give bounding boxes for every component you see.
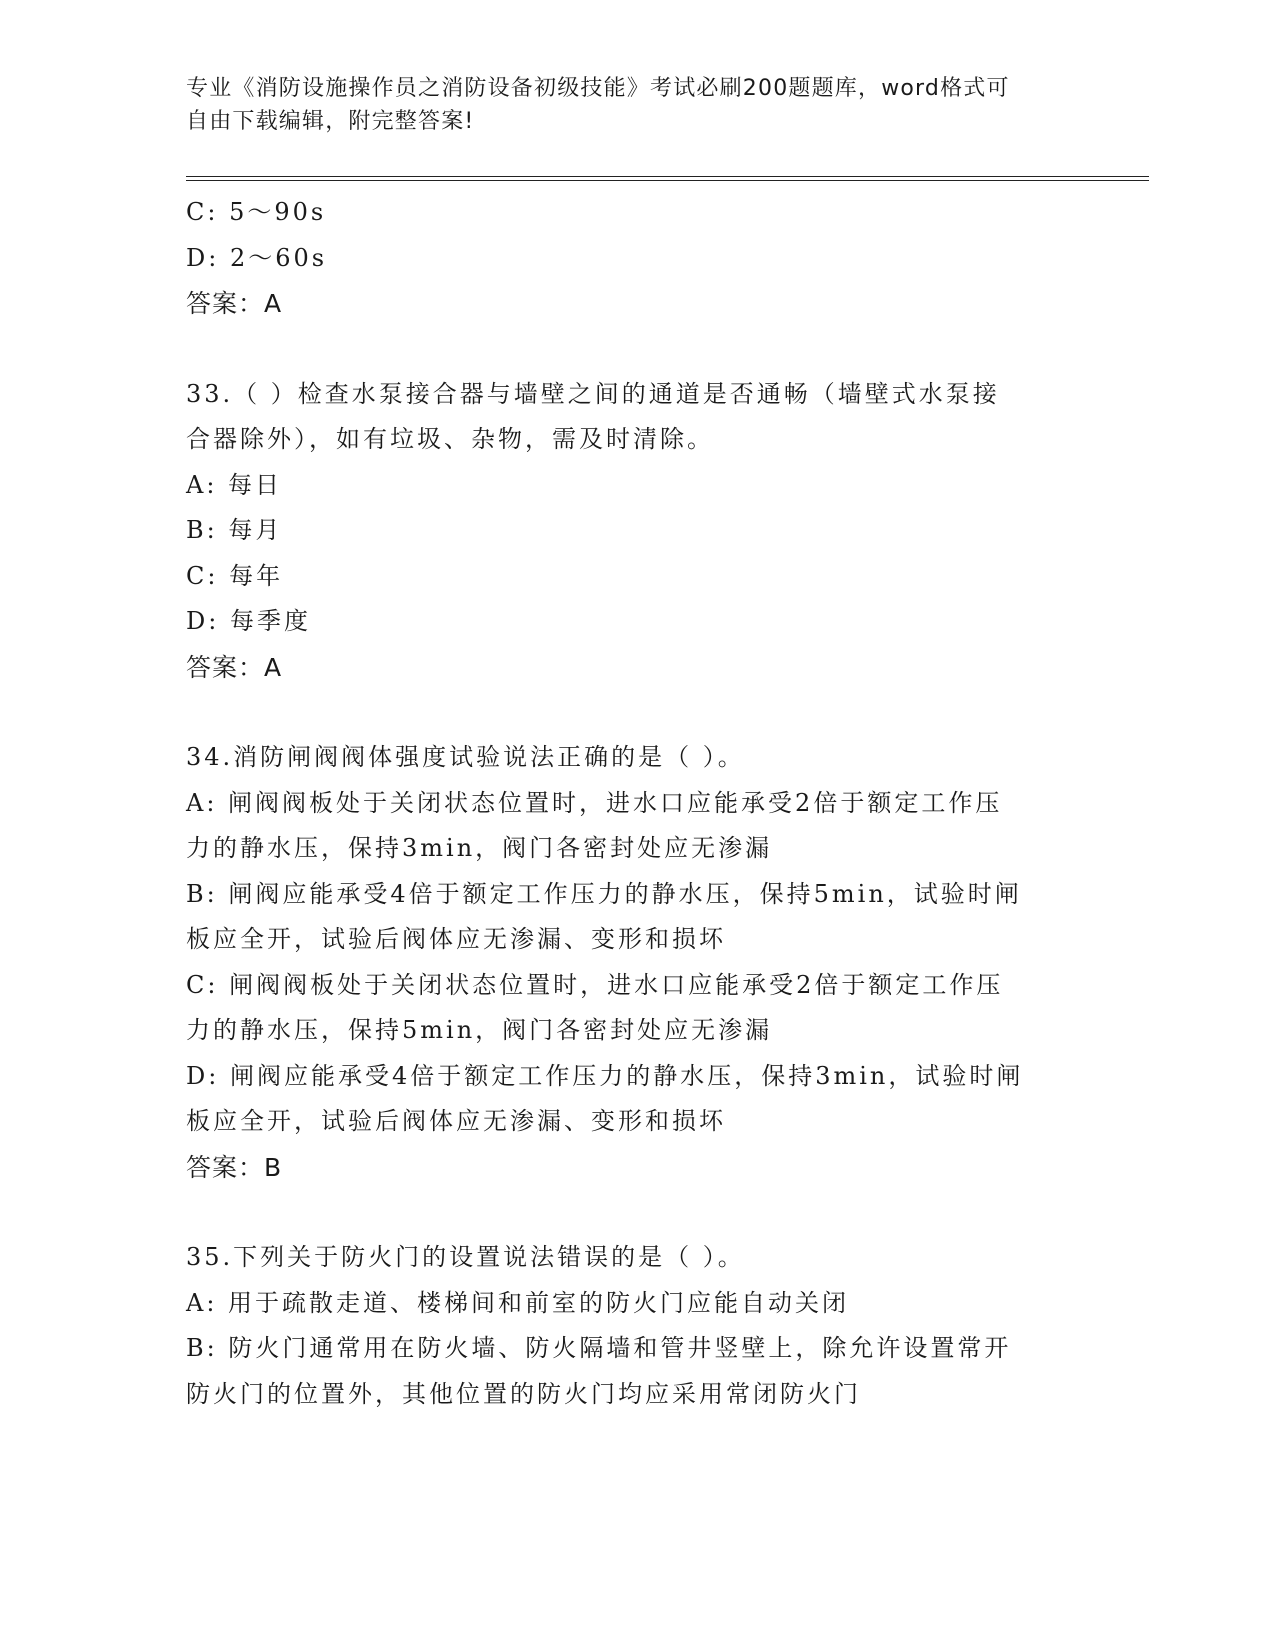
- question-list: [186, 190, 1086, 1417]
- option-a: A: 每日: [186, 470, 283, 499]
- option-b-continued: 板应全开，试验后阀体应无渗漏、变形和损坏: [186, 925, 726, 953]
- question-34: [186, 735, 1086, 1190]
- question-35: [186, 1235, 1086, 1417]
- option-d-continued: 板应全开，试验后阀体应无渗漏、变形和损坏: [186, 1107, 726, 1135]
- option-d: D: 2～60s: [186, 243, 328, 272]
- question-33: [186, 372, 1086, 691]
- option-c: C: 5～90s: [186, 198, 327, 226]
- page-header: [186, 72, 1066, 138]
- question-stem: 35.下列关于防火门的设置说法错误的是（ ）。: [186, 1243, 745, 1271]
- header-divider: [186, 176, 1149, 181]
- answer: 答案：A: [186, 289, 283, 318]
- option-d: D: 闸阀应能承受4倍于额定工作压力的静水压，保持3min，试验时闸: [186, 1061, 1024, 1090]
- header-title-line-1: 专业《消防设施操作员之消防设备初级技能》考试必刷200题题库，word格式可: [186, 76, 1010, 101]
- option-c-continued: 力的静水压，保持5min，阀门各密封处应无渗漏: [186, 1016, 773, 1044]
- answer: 答案：A: [186, 652, 283, 682]
- spacer: [186, 1190, 1086, 1235]
- spacer: [186, 327, 1086, 372]
- option-b-continued: 防火门的位置外，其他位置的防火门均应采用常闭防火门: [186, 1379, 861, 1408]
- question-stem-continued: 合器除外），如有垃圾、杂物，需及时清除。: [186, 425, 714, 453]
- spacer: [186, 690, 1086, 735]
- question-stem: 34.消防闸阀阀体强度试验说法正确的是（ ）。: [186, 743, 745, 771]
- option-d: D: 每季度: [186, 607, 311, 635]
- option-a-continued: 力的静水压，保持3min，阀门各密封处应无渗漏: [186, 834, 773, 862]
- option-c: C: 每年: [186, 561, 284, 590]
- answer: 答案：B: [186, 1152, 283, 1182]
- option-b: B: 闸阀应能承受4倍于额定工作压力的静水压，保持5min，试验时闸: [186, 879, 1022, 908]
- option-a: A: 闸阀阀板处于关闭状态位置时，进水口应能承受2倍于额定工作压: [186, 788, 1003, 817]
- option-b: B: 防火门通常用在防火墙、防火隔墙和管井竖壁上，除允许设置常开: [186, 1334, 1012, 1362]
- option-a: A: 用于疏散走道、楼梯间和前室的防火门应能自动关闭: [186, 1288, 850, 1317]
- question-32-tail: [186, 190, 1086, 327]
- option-c: C: 闸阀阀板处于关闭状态位置时，进水口应能承受2倍于额定工作压: [186, 970, 1004, 999]
- option-b: B: 每月: [186, 516, 283, 544]
- header-title-line-2: 自由下载编辑，附完整答案!: [186, 109, 475, 134]
- question-stem: 33.（ ）检查水泵接合器与墙壁之间的通道是否通畅（墙壁式水泵接: [186, 379, 1000, 408]
